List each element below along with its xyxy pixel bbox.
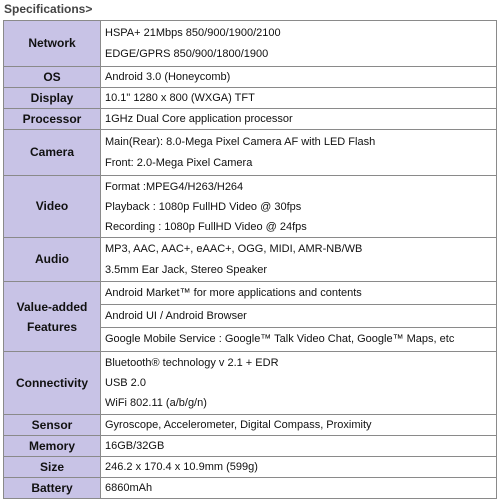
spec-value-line: 10.1" 1280 x 800 (WXGA) TFT (105, 92, 255, 104)
spec-label-sensor: Sensor (4, 415, 101, 436)
page-title: Specifications> (4, 2, 93, 16)
spec-value-line: 1GHz Dual Core application processor (105, 113, 293, 125)
spec-value-os (101, 67, 497, 88)
table-row (4, 478, 497, 499)
spec-value-line: Android 3.0 (Honeycomb) (105, 71, 231, 83)
table-row (4, 415, 497, 436)
spec-value-line: Format :MPEG4/H263/H264 (105, 180, 244, 193)
spec-table (3, 20, 497, 499)
spec-value-battery (101, 478, 497, 499)
spec-value-processor (101, 109, 497, 130)
table-row (4, 109, 497, 130)
table-row (4, 352, 497, 415)
spec-label-network: Network (4, 21, 101, 67)
spec-value-line: Playback : 1080p FullHD Video @ 30fps (105, 200, 302, 213)
spec-value-line: Gyroscope, Accelerometer, Digital Compass, Proximity (105, 419, 372, 431)
spec-value-line: MP3, AAC, AAC+, eAAC+, OGG, MIDI, AMR-NB/WB (105, 243, 363, 255)
spec-value-size (101, 457, 497, 478)
table-row (4, 436, 497, 457)
spec-value-camera (101, 130, 497, 176)
spec-value-value-added (101, 282, 497, 352)
spec-value-line: Android UI / Android Browser (101, 304, 496, 327)
spec-label-os: OS (4, 67, 101, 88)
spec-value-line: Bluetooth® technology v 2.1 + EDR (105, 357, 279, 369)
spec-value-line: EDGE/GPRS 850/900/1800/1900 (105, 48, 269, 60)
spec-value-audio (101, 238, 497, 282)
spec-value-sensor (101, 415, 497, 436)
spec-value-line: Main(Rear): 8.0-Mega Pixel Camera AF with LED Flash (105, 136, 376, 148)
table-row (4, 282, 497, 352)
spec-value-connectivity (101, 352, 497, 415)
spec-label-connectivity: Connectivity (4, 352, 101, 415)
spec-value-line: Android Market™ for more applications and contents (105, 287, 362, 299)
spec-value-line: USB 2.0 (105, 377, 146, 389)
spec-value-network (101, 21, 497, 67)
spec-label-display: Display (4, 88, 101, 109)
table-row (4, 130, 497, 176)
table-row (4, 67, 497, 88)
spec-label-video: Video (4, 176, 101, 238)
spec-value-line: WiFi 802.11 (a/b/g/n) (105, 397, 207, 409)
spec-value-line: 16GB/32GB (105, 440, 165, 452)
spec-label-processor: Processor (4, 109, 101, 130)
spec-value-line: 6860mAh (105, 482, 153, 494)
spec-value-memory (101, 436, 497, 457)
spec-value-line: Recording : 1080p FullHD Video @ 24fps (105, 220, 307, 233)
spec-label-camera: Camera (4, 130, 101, 176)
spec-value-line: Front: 2.0-Mega Pixel Camera (105, 157, 253, 169)
table-row (4, 21, 497, 67)
spec-label-value-added (4, 282, 101, 352)
spec-value-line: Google Mobile Service : Google™ Talk Video Chat, Google™ Maps, etc (101, 327, 496, 350)
spec-value-line: 246.2 x 170.4 x 10.9mm (599g) (105, 461, 258, 473)
spec-value-line: HSPA+ 21Mbps 850/900/1900/2100 (105, 27, 281, 39)
spec-label-audio: Audio (4, 238, 101, 282)
spec-value-line: 3.5mm Ear Jack, Stereo Speaker (105, 264, 268, 276)
table-row (4, 88, 497, 109)
table-row (4, 457, 497, 478)
spec-label-battery: Battery (4, 478, 101, 499)
table-row (4, 176, 497, 238)
table-row (4, 238, 497, 282)
spec-label-memory: Memory (4, 436, 101, 457)
spec-value-video (101, 176, 497, 238)
spec-label-line: Features (26, 319, 78, 334)
spec-label-line: Value-added (16, 299, 88, 314)
spec-label-size: Size (4, 457, 101, 478)
spec-value-display (101, 88, 497, 109)
